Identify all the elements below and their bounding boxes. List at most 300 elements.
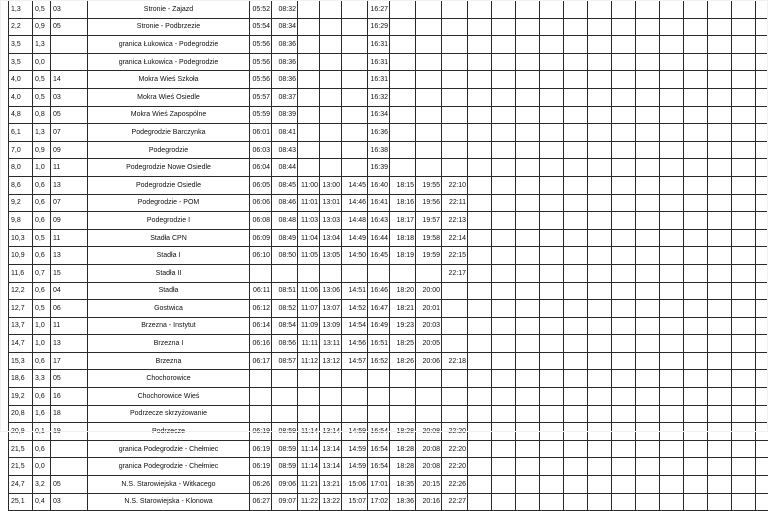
departure-time-cell <box>298 405 320 423</box>
empty-cell <box>468 124 492 142</box>
departure-time-cell <box>390 388 416 406</box>
empty-cell <box>468 71 492 89</box>
distance-cell: 1,0 <box>33 317 51 335</box>
departure-time-cell <box>442 124 468 142</box>
empty-cell <box>660 458 684 476</box>
empty-cell <box>732 405 756 423</box>
departure-time-cell <box>342 53 368 71</box>
departure-time-cell: 08:52 <box>272 300 298 318</box>
distance-cell: 3,3 <box>33 370 51 388</box>
stop-name-cell: granica Podegrodzie - Chełmiec <box>88 440 250 458</box>
empty-cell <box>516 229 540 247</box>
empty-cell <box>468 352 492 370</box>
stop-number-cell: 06 <box>51 300 88 318</box>
timetable-row <box>9 229 768 247</box>
departure-time-cell: 18:15 <box>390 176 416 194</box>
departure-time-cell: 16:49 <box>368 317 390 335</box>
distance-cell: 0,6 <box>33 440 51 458</box>
empty-cell <box>708 247 732 265</box>
departure-time-cell <box>390 18 416 36</box>
departure-time-cell <box>390 1 416 19</box>
empty-cell <box>684 247 708 265</box>
empty-cell <box>492 88 516 106</box>
departure-time-cell <box>416 370 442 388</box>
stop-number-cell <box>51 440 88 458</box>
departure-time-cell: 05:57 <box>250 88 272 106</box>
empty-cell <box>492 405 516 423</box>
empty-cell <box>588 317 612 335</box>
departure-time-cell <box>390 36 416 54</box>
empty-cell <box>612 229 636 247</box>
departure-time-cell: 06:12 <box>250 300 272 318</box>
distance-cell: 0,6 <box>33 176 51 194</box>
empty-cell <box>732 1 756 19</box>
km-cell: 18,6 <box>9 370 33 388</box>
departure-time-cell: 06:26 <box>250 476 272 494</box>
empty-cell <box>732 352 756 370</box>
departure-time-cell <box>442 388 468 406</box>
departure-time-cell: 13:04 <box>320 229 342 247</box>
departure-time-cell <box>342 159 368 177</box>
departure-time-cell: 14:54 <box>342 317 368 335</box>
departure-time-cell: 16:43 <box>368 212 390 230</box>
empty-cell <box>660 18 684 36</box>
empty-cell <box>660 493 684 511</box>
empty-cell <box>684 282 708 300</box>
distance-cell: 0,1 <box>33 423 51 441</box>
empty-cell <box>756 247 768 265</box>
empty-cell <box>564 212 588 230</box>
empty-cell <box>540 229 564 247</box>
stop-name-cell: Mokra Wieś Zapospólne <box>88 106 250 124</box>
departure-time-cell <box>272 388 298 406</box>
empty-cell <box>468 405 492 423</box>
distance-cell: 1,0 <box>33 335 51 353</box>
empty-cell <box>732 106 756 124</box>
km-cell: 24,7 <box>9 476 33 494</box>
empty-cell <box>564 493 588 511</box>
departure-time-cell <box>342 264 368 282</box>
empty-cell <box>516 53 540 71</box>
empty-cell <box>756 317 768 335</box>
empty-cell <box>492 229 516 247</box>
departure-time-cell: 22:26 <box>442 476 468 494</box>
departure-time-cell: 14:45 <box>342 176 368 194</box>
empty-cell <box>588 440 612 458</box>
empty-cell <box>708 352 732 370</box>
empty-cell <box>492 335 516 353</box>
departure-time-cell: 06:01 <box>250 124 272 142</box>
empty-cell <box>564 159 588 177</box>
empty-cell <box>708 53 732 71</box>
departure-time-cell <box>320 405 342 423</box>
empty-cell <box>660 106 684 124</box>
empty-cell <box>612 36 636 54</box>
stop-number-cell <box>51 53 88 71</box>
stop-name-cell: Stadła <box>88 282 250 300</box>
empty-cell <box>492 36 516 54</box>
empty-cell <box>564 458 588 476</box>
stop-number-cell: 18 <box>51 405 88 423</box>
stop-number-cell: 05 <box>51 106 88 124</box>
stop-name-cell: granica Łukowica - Podegrodzie <box>88 36 250 54</box>
departure-time-cell <box>320 264 342 282</box>
stop-name-cell: Brzezna I <box>88 335 250 353</box>
empty-cell <box>756 141 768 159</box>
stop-number-cell: 09 <box>51 212 88 230</box>
timetable-row <box>9 176 768 194</box>
empty-cell <box>492 458 516 476</box>
empty-cell <box>468 88 492 106</box>
departure-time-cell <box>298 264 320 282</box>
empty-cell <box>660 141 684 159</box>
departure-time-cell: 08:44 <box>272 159 298 177</box>
empty-cell <box>564 106 588 124</box>
empty-cell <box>492 106 516 124</box>
departure-time-cell <box>390 405 416 423</box>
empty-cell <box>492 71 516 89</box>
empty-cell <box>708 440 732 458</box>
empty-cell <box>564 247 588 265</box>
departure-time-cell: 16:38 <box>368 141 390 159</box>
empty-cell <box>588 300 612 318</box>
departure-time-cell <box>416 1 442 19</box>
empty-cell <box>492 264 516 282</box>
departure-time-cell: 20:16 <box>416 493 442 511</box>
empty-cell <box>660 370 684 388</box>
timetable-row <box>9 1 768 19</box>
empty-cell <box>684 212 708 230</box>
stop-number-cell: 11 <box>51 317 88 335</box>
empty-cell <box>540 141 564 159</box>
empty-cell <box>660 71 684 89</box>
timetable-row <box>9 106 768 124</box>
stop-number-cell: 03 <box>51 493 88 511</box>
departure-time-cell: 18:28 <box>390 440 416 458</box>
departure-time-cell: 06:09 <box>250 229 272 247</box>
empty-cell <box>756 405 768 423</box>
empty-cell <box>708 88 732 106</box>
departure-time-cell <box>320 36 342 54</box>
empty-cell <box>540 18 564 36</box>
stop-name-cell: Brzezna <box>88 352 250 370</box>
empty-cell <box>684 71 708 89</box>
timetable-row <box>9 88 768 106</box>
empty-cell <box>468 282 492 300</box>
departure-time-cell: 22:17 <box>442 264 468 282</box>
empty-cell <box>516 476 540 494</box>
empty-cell <box>516 370 540 388</box>
km-cell: 19,2 <box>9 388 33 406</box>
stop-name-cell: Stronie - Zajazd <box>88 1 250 19</box>
departure-time-cell <box>250 388 272 406</box>
departure-time-cell: 06:08 <box>250 212 272 230</box>
empty-cell <box>708 388 732 406</box>
departure-time-cell: 08:49 <box>272 229 298 247</box>
distance-cell: 0,9 <box>33 141 51 159</box>
departure-time-cell <box>298 370 320 388</box>
empty-cell <box>636 300 660 318</box>
departure-time-cell: 19:58 <box>416 229 442 247</box>
empty-cell <box>660 282 684 300</box>
empty-cell <box>756 18 768 36</box>
departure-time-cell: 15:07 <box>342 493 368 511</box>
empty-cell <box>564 229 588 247</box>
empty-cell <box>564 194 588 212</box>
departure-time-cell: 11:05 <box>298 247 320 265</box>
departure-time-cell: 06:10 <box>250 247 272 265</box>
empty-cell <box>732 212 756 230</box>
departure-time-cell: 13:14 <box>320 440 342 458</box>
empty-cell <box>684 176 708 194</box>
departure-time-cell: 13:21 <box>320 476 342 494</box>
empty-cell <box>468 440 492 458</box>
departure-time-cell <box>298 1 320 19</box>
departure-time-cell: 16:39 <box>368 159 390 177</box>
empty-cell <box>564 405 588 423</box>
departure-time-cell: 11:06 <box>298 282 320 300</box>
timetable-row <box>9 493 768 511</box>
departure-time-cell <box>442 300 468 318</box>
empty-cell <box>540 370 564 388</box>
empty-cell <box>756 458 768 476</box>
departure-time-cell: 22:20 <box>442 458 468 476</box>
empty-cell <box>612 1 636 19</box>
empty-cell <box>756 194 768 212</box>
empty-cell <box>468 194 492 212</box>
empty-cell <box>660 476 684 494</box>
empty-cell <box>588 370 612 388</box>
departure-time-cell: 14:59 <box>342 423 368 441</box>
departure-time-cell: 22:10 <box>442 176 468 194</box>
empty-cell <box>732 88 756 106</box>
empty-cell <box>756 1 768 19</box>
timetable-row <box>9 194 768 212</box>
departure-time-cell <box>320 370 342 388</box>
empty-cell <box>492 194 516 212</box>
departure-time-cell: 06:17 <box>250 352 272 370</box>
empty-cell <box>540 176 564 194</box>
departure-time-cell <box>250 370 272 388</box>
departure-time-cell: 14:51 <box>342 282 368 300</box>
empty-cell <box>588 264 612 282</box>
empty-cell <box>756 264 768 282</box>
departure-time-cell: 19:23 <box>390 317 416 335</box>
departure-time-cell: 11:14 <box>298 423 320 441</box>
departure-time-cell: 11:03 <box>298 212 320 230</box>
stop-number-cell: 11 <box>51 229 88 247</box>
departure-time-cell <box>298 36 320 54</box>
empty-cell <box>588 106 612 124</box>
empty-cell <box>636 352 660 370</box>
empty-cell <box>588 159 612 177</box>
stop-number-cell: 07 <box>51 124 88 142</box>
timetable-row <box>9 352 768 370</box>
empty-cell <box>492 124 516 142</box>
departure-time-cell: 08:36 <box>272 36 298 54</box>
empty-cell <box>756 71 768 89</box>
departure-time-cell <box>416 264 442 282</box>
departure-time-cell <box>442 106 468 124</box>
empty-cell <box>636 335 660 353</box>
departure-time-cell <box>368 405 390 423</box>
departure-time-cell: 05:54 <box>250 18 272 36</box>
empty-cell <box>756 176 768 194</box>
departure-time-cell <box>390 106 416 124</box>
empty-cell <box>636 18 660 36</box>
empty-cell <box>612 141 636 159</box>
departure-time-cell <box>298 88 320 106</box>
empty-cell <box>516 141 540 159</box>
departure-time-cell <box>320 18 342 36</box>
departure-time-cell: 13:00 <box>320 176 342 194</box>
empty-cell <box>636 36 660 54</box>
departure-time-cell: 19:59 <box>416 247 442 265</box>
departure-time-cell: 11:12 <box>298 352 320 370</box>
empty-cell <box>612 317 636 335</box>
departure-time-cell: 05:52 <box>250 1 272 19</box>
departure-time-cell: 14:50 <box>342 247 368 265</box>
empty-cell <box>708 405 732 423</box>
departure-time-cell <box>442 71 468 89</box>
departure-time-cell <box>320 141 342 159</box>
empty-cell <box>660 300 684 318</box>
empty-cell <box>612 176 636 194</box>
empty-cell <box>516 388 540 406</box>
departure-time-cell <box>416 36 442 54</box>
empty-cell <box>660 229 684 247</box>
empty-cell <box>588 405 612 423</box>
departure-time-cell: 16:45 <box>368 247 390 265</box>
departure-time-cell: 18:36 <box>390 493 416 511</box>
departure-time-cell <box>342 88 368 106</box>
distance-cell: 0,5 <box>33 300 51 318</box>
departure-time-cell: 05:56 <box>250 53 272 71</box>
empty-cell <box>732 194 756 212</box>
empty-cell <box>612 476 636 494</box>
empty-cell <box>756 36 768 54</box>
departure-time-cell <box>442 1 468 19</box>
empty-cell <box>612 212 636 230</box>
empty-cell <box>540 36 564 54</box>
empty-cell <box>612 282 636 300</box>
empty-cell <box>516 124 540 142</box>
departure-time-cell: 16:54 <box>368 423 390 441</box>
departure-time-cell <box>442 370 468 388</box>
departure-time-cell: 09:07 <box>272 493 298 511</box>
empty-cell <box>492 159 516 177</box>
empty-cell <box>492 493 516 511</box>
empty-cell <box>612 458 636 476</box>
empty-cell <box>588 141 612 159</box>
timetable-row <box>9 264 768 282</box>
empty-cell <box>660 36 684 54</box>
empty-cell <box>492 282 516 300</box>
stop-name-cell: Stadła CPN <box>88 229 250 247</box>
empty-cell <box>708 106 732 124</box>
empty-cell <box>708 176 732 194</box>
empty-cell <box>684 335 708 353</box>
departure-time-cell <box>298 388 320 406</box>
stop-name-cell: N.S. Starowiejska - Witkacego <box>88 476 250 494</box>
timetable-row <box>9 388 768 406</box>
departure-time-cell <box>342 405 368 423</box>
empty-cell <box>516 247 540 265</box>
departure-time-cell: 08:50 <box>272 247 298 265</box>
empty-cell <box>684 264 708 282</box>
departure-time-cell: 09:06 <box>272 476 298 494</box>
km-cell: 1,3 <box>9 1 33 19</box>
empty-cell <box>732 370 756 388</box>
timetable-row <box>9 18 768 36</box>
km-cell: 21,5 <box>9 458 33 476</box>
departure-time-cell: 06:19 <box>250 458 272 476</box>
empty-cell <box>612 264 636 282</box>
empty-cell <box>468 36 492 54</box>
stop-name-cell: Mokra Wieś Osiedle <box>88 88 250 106</box>
empty-cell <box>564 317 588 335</box>
empty-cell <box>588 352 612 370</box>
stop-name-cell: N.S. Starowiejska - Klonowa <box>88 493 250 511</box>
departure-time-cell <box>272 264 298 282</box>
empty-cell <box>660 176 684 194</box>
departure-time-cell: 11:01 <box>298 194 320 212</box>
empty-cell <box>588 1 612 19</box>
timetable-row <box>9 36 768 54</box>
empty-cell <box>516 159 540 177</box>
empty-cell <box>468 335 492 353</box>
empty-cell <box>564 71 588 89</box>
departure-time-cell <box>342 388 368 406</box>
departure-time-cell <box>390 124 416 142</box>
departure-time-cell: 14:49 <box>342 229 368 247</box>
departure-time-cell: 16:31 <box>368 36 390 54</box>
departure-time-cell <box>390 53 416 71</box>
empty-cell <box>660 405 684 423</box>
empty-cell <box>468 493 492 511</box>
empty-cell <box>492 1 516 19</box>
empty-cell <box>588 247 612 265</box>
departure-time-cell <box>250 405 272 423</box>
empty-cell <box>468 229 492 247</box>
empty-cell <box>660 212 684 230</box>
empty-cell <box>732 476 756 494</box>
stop-number-cell: 13 <box>51 335 88 353</box>
empty-cell <box>588 282 612 300</box>
km-cell: 11,6 <box>9 264 33 282</box>
empty-cell <box>732 176 756 194</box>
timetable-row <box>9 458 768 476</box>
departure-time-cell: 16:47 <box>368 300 390 318</box>
departure-time-cell <box>368 370 390 388</box>
empty-cell <box>612 300 636 318</box>
empty-cell <box>468 106 492 124</box>
departure-time-cell: 13:05 <box>320 247 342 265</box>
departure-time-cell: 14:59 <box>342 458 368 476</box>
empty-cell <box>540 124 564 142</box>
empty-cell <box>636 388 660 406</box>
departure-time-cell: 20:06 <box>416 352 442 370</box>
empty-cell <box>612 159 636 177</box>
stop-number-cell: 09 <box>51 141 88 159</box>
departure-time-cell: 14:52 <box>342 300 368 318</box>
departure-time-cell: 17:01 <box>368 476 390 494</box>
empty-cell <box>540 1 564 19</box>
departure-time-cell <box>342 106 368 124</box>
departure-time-cell: 19:57 <box>416 212 442 230</box>
empty-cell <box>588 493 612 511</box>
empty-cell <box>468 212 492 230</box>
